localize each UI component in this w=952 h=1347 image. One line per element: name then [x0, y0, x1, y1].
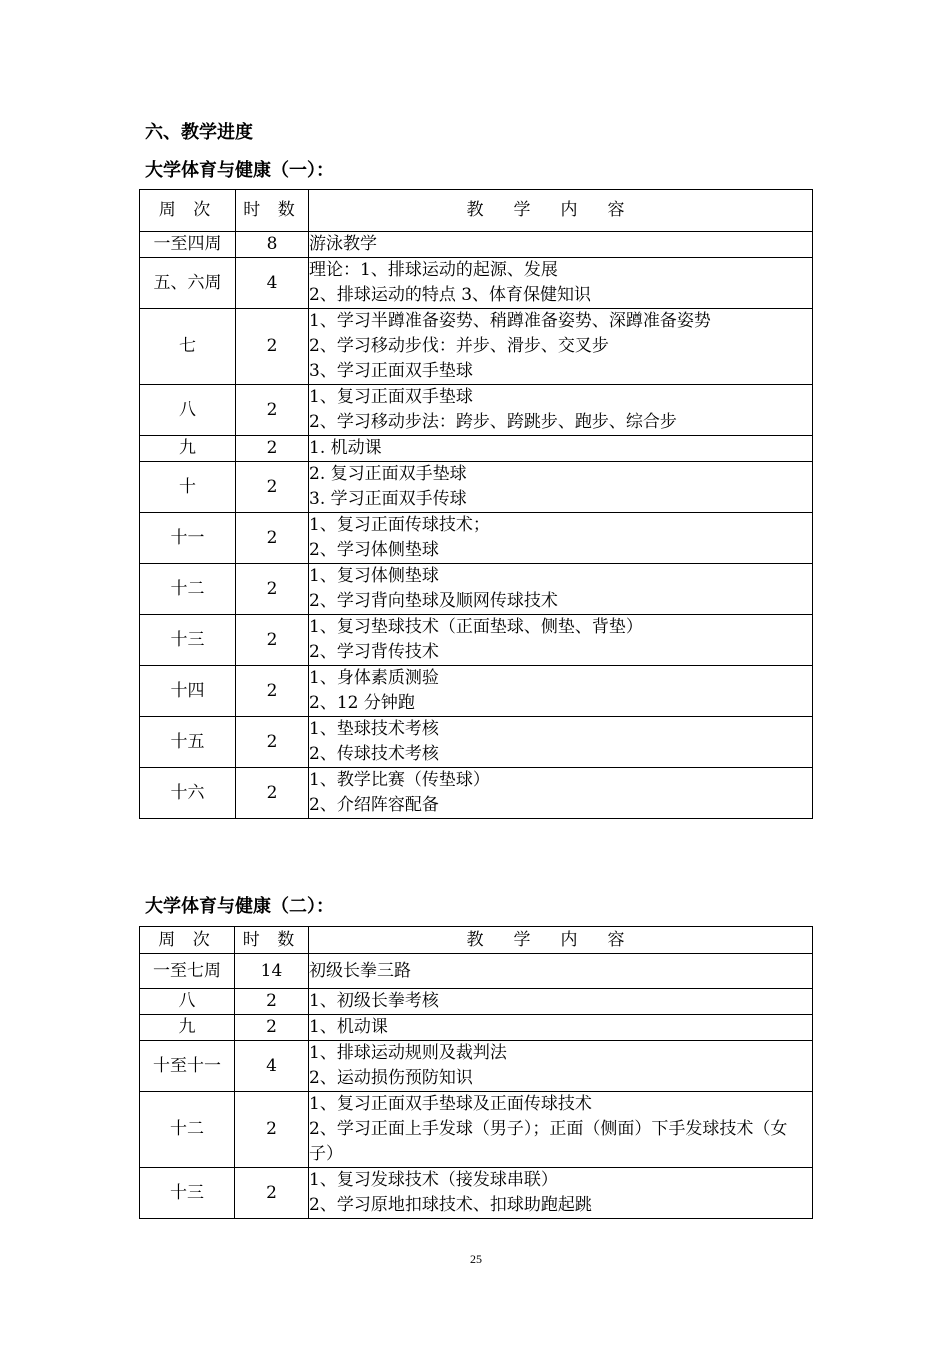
table-row [140, 1041, 813, 1092]
hours-cell: 4 [235, 1041, 309, 1092]
content-line: 1、复习发球技术（接发球串联） [309, 1170, 558, 1190]
week-cell: 九 [140, 1015, 235, 1041]
week-cell: 八 [140, 989, 235, 1015]
hours-cell: 2 [235, 989, 309, 1015]
page-number: 25 [470, 1252, 482, 1266]
week-cell: 九 [140, 436, 236, 462]
week-cell: 十三 [140, 1168, 235, 1219]
hours-cell: 2 [236, 436, 309, 462]
content-cell [309, 258, 813, 309]
content-cell [309, 1092, 813, 1168]
content-line: 1、身体素质测验 [309, 668, 439, 688]
table-row [140, 989, 813, 1015]
content-cell [309, 436, 813, 462]
content-line: 1、复习正面双手垫球及正面传球技术 [309, 1094, 592, 1114]
content-line: 2、学习正面上手发球（男子）；正面（侧面）下手发球技术（女子） [309, 1119, 788, 1164]
course1-table-body [140, 232, 813, 819]
course1-schedule-table [139, 189, 813, 819]
week-cell: 十五 [140, 717, 236, 768]
content-cell [309, 615, 813, 666]
table-row [140, 232, 813, 258]
content-cell [309, 564, 813, 615]
content-cell [309, 768, 813, 819]
hours-cell: 14 [235, 954, 309, 989]
content-cell [309, 232, 813, 258]
content-cell [309, 462, 813, 513]
hours-cell: 2 [236, 666, 309, 717]
table-row [140, 768, 813, 819]
content-line: 2、学习体侧垫球 [309, 540, 439, 560]
content-cell [309, 1168, 813, 1219]
week-cell: 十二 [140, 564, 236, 615]
content-line: 1. 机动课 [309, 438, 382, 458]
week-cell: 八 [140, 385, 236, 436]
hours-cell: 2 [236, 768, 309, 819]
week-cell: 十六 [140, 768, 236, 819]
content-line: 2、12 分钟跑 [309, 693, 415, 713]
table-row [140, 717, 813, 768]
header-hours: 时 数 [236, 190, 309, 232]
section-title: 六、教学进度 [145, 122, 253, 143]
hours-cell: 4 [236, 258, 309, 309]
course2-schedule-table [139, 926, 813, 1219]
table-row [140, 615, 813, 666]
table-header-row [140, 190, 813, 232]
content-line: 2. 复习正面双手垫球 [309, 464, 467, 484]
content-line: 理论：1、排球运动的起源、发展 [309, 260, 558, 280]
table-row [140, 258, 813, 309]
header-week: 周 次 [140, 190, 236, 232]
content-line: 1、垫球技术考核 [309, 719, 439, 739]
hours-cell: 2 [236, 564, 309, 615]
hours-cell: 2 [235, 1092, 309, 1168]
content-line: 1、复习正面传球技术； [309, 515, 490, 535]
content-line: 2、排球运动的特点 3、体育保健知识 [309, 285, 592, 305]
table-row [140, 513, 813, 564]
content-line: 2、传球技术考核 [309, 744, 439, 764]
header-content: 教学内容 [309, 190, 813, 232]
content-line: 1、学习半蹲准备姿势、稍蹲准备姿势、深蹲准备姿势 [309, 311, 711, 331]
content-line: 2、学习移动步伐：并步、滑步、交叉步 [309, 336, 609, 356]
table-header-row [140, 927, 813, 954]
content-line: 1、教学比赛（传垫球） [309, 770, 490, 790]
content-cell [309, 666, 813, 717]
table-row [140, 1168, 813, 1219]
hours-cell: 2 [236, 309, 309, 385]
hours-cell: 8 [236, 232, 309, 258]
content-line: 2、介绍阵容配备 [309, 795, 439, 815]
hours-cell: 2 [236, 385, 309, 436]
course1-title: 大学体育与健康（一）： [145, 160, 334, 181]
week-cell: 十一 [140, 513, 236, 564]
hours-cell: 2 [236, 513, 309, 564]
table-row [140, 385, 813, 436]
content-cell [309, 989, 813, 1015]
content-line: 2、学习背传技术 [309, 642, 439, 662]
content-line: 游泳教学 [309, 234, 377, 254]
content-line: 初级长拳三路 [309, 960, 411, 981]
table-row [140, 309, 813, 385]
header-week: 周 次 [140, 927, 235, 954]
week-cell: 十四 [140, 666, 236, 717]
week-cell: 十至十一 [140, 1041, 235, 1092]
content-cell [309, 513, 813, 564]
content-line: 1、复习正面双手垫球 [309, 387, 473, 407]
table-row [140, 564, 813, 615]
content-line: 2、学习移动步法：跨步、跨跳步、跑步、综合步 [309, 412, 677, 432]
table-row [140, 954, 813, 989]
content-line: 2、学习原地扣球技术、扣球助跑起跳 [309, 1195, 592, 1215]
table-row [140, 462, 813, 513]
week-cell: 七 [140, 309, 236, 385]
content-cell [309, 1015, 813, 1041]
table-row [140, 1015, 813, 1041]
table-row [140, 666, 813, 717]
content-cell [309, 954, 813, 989]
header-hours: 时 数 [235, 927, 309, 954]
header-content: 教学内容 [309, 927, 813, 954]
content-cell [309, 309, 813, 385]
content-line: 2、学习背向垫球及顺网传球技术 [309, 591, 558, 611]
content-cell [309, 717, 813, 768]
content-line: 1、复习垫球技术（正面垫球、侧垫、背垫） [309, 617, 643, 637]
hours-cell: 2 [235, 1168, 309, 1219]
content-line: 3、学习正面双手垫球 [309, 361, 473, 381]
hours-cell: 2 [236, 615, 309, 666]
hours-cell: 2 [236, 462, 309, 513]
content-line: 1、机动课 [309, 1017, 388, 1037]
week-cell: 一至七周 [140, 954, 235, 989]
week-cell: 十二 [140, 1092, 235, 1168]
course2-table-body [140, 954, 813, 1219]
content-line: 2、运动损伤预防知识 [309, 1068, 473, 1088]
content-line: 1、初级长拳考核 [309, 991, 439, 1011]
content-line: 1、排球运动规则及裁判法 [309, 1043, 507, 1063]
course2-title: 大学体育与健康（二）： [145, 896, 334, 917]
content-line: 1、复习体侧垫球 [309, 566, 439, 586]
content-cell [309, 1041, 813, 1092]
hours-cell: 2 [235, 1015, 309, 1041]
table-row [140, 1092, 813, 1168]
week-cell: 十 [140, 462, 236, 513]
hours-cell: 2 [236, 717, 309, 768]
week-cell: 一至四周 [140, 232, 236, 258]
table-row [140, 436, 813, 462]
week-cell: 五、六周 [140, 258, 236, 309]
content-line: 3. 学习正面双手传球 [309, 489, 467, 509]
content-cell [309, 385, 813, 436]
week-cell: 十三 [140, 615, 236, 666]
